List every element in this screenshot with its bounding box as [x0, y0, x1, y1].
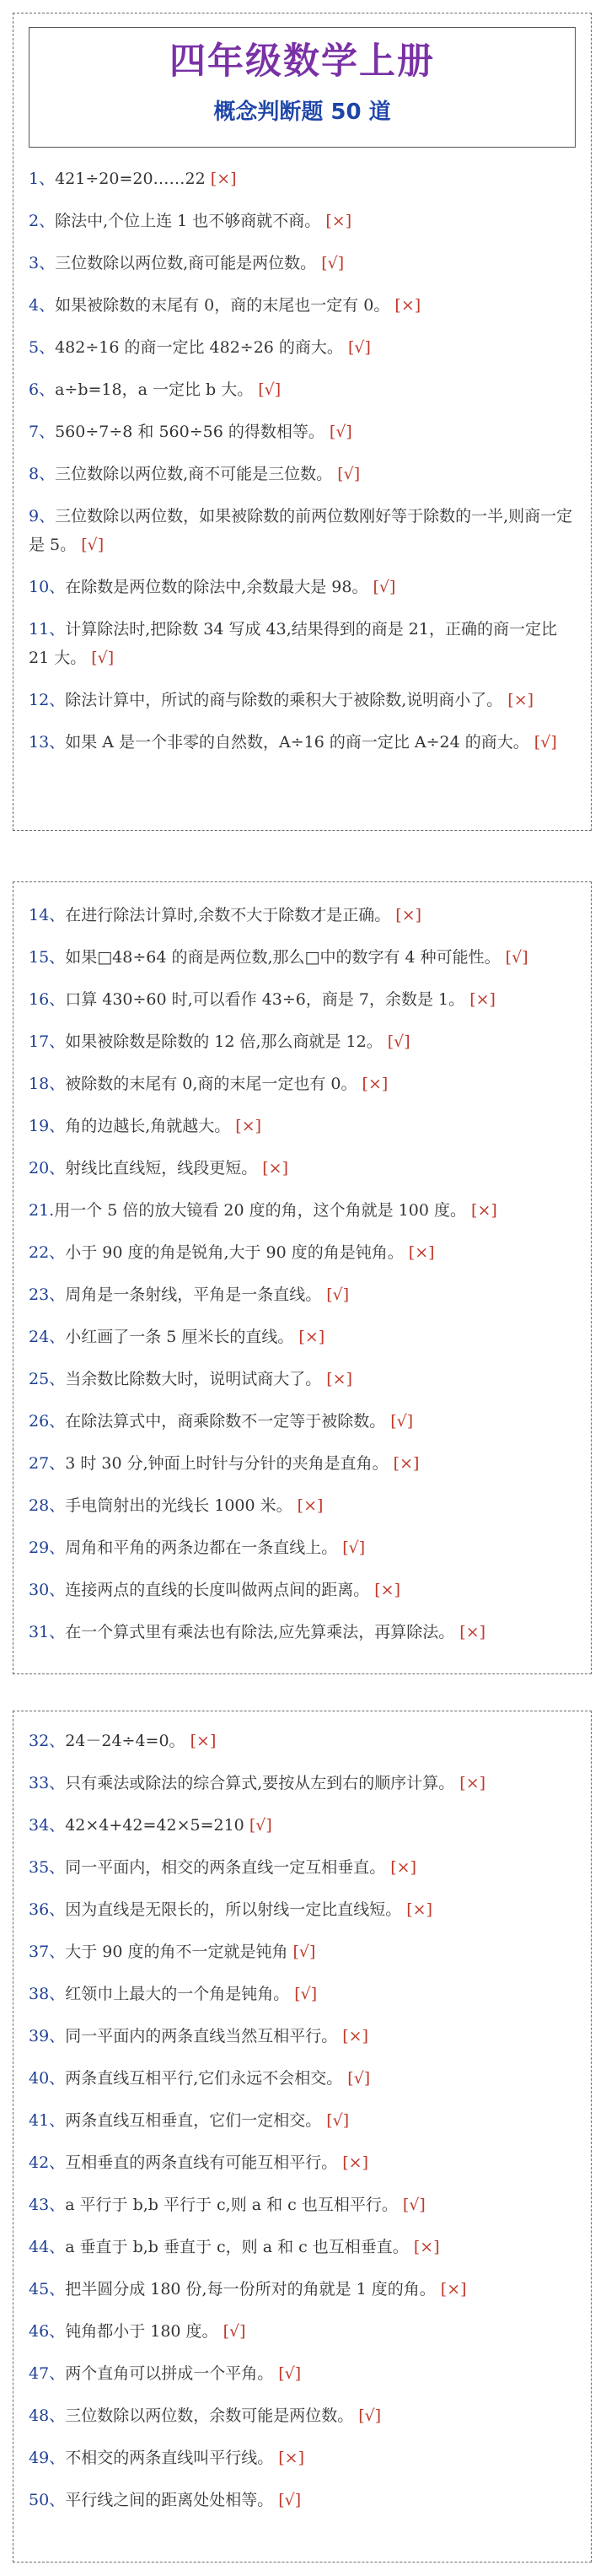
question-text: 用一个 5 倍的放大镜看 20 度的角，这个角就是 100 度。: [54, 1201, 466, 1220]
question-number: 29、: [29, 1539, 66, 1557]
question-text: 在一个算式里有乘法也有除法,应先算乘法，再算除法。: [65, 1623, 455, 1641]
question-item: [29, 2444, 576, 2472]
question-item: [29, 2317, 576, 2346]
question-number: 18、: [29, 1075, 66, 1093]
answer-mark: [√]: [292, 1943, 316, 1961]
question-number: 17、: [29, 1032, 66, 1051]
answer-mark: [×]: [362, 1075, 389, 1093]
answer-mark: [√]: [326, 1285, 350, 1304]
question-item: [29, 943, 576, 972]
question-number: 49、: [29, 2449, 66, 2467]
question-number: 27、: [29, 1454, 66, 1473]
question-item: [29, 1980, 576, 2008]
question-number: 22、: [29, 1243, 66, 1262]
answer-mark: [×]: [440, 2280, 467, 2298]
question-text: 周角和平角的两条边都在一条直线上。: [65, 1539, 338, 1557]
answer-mark: [√]: [278, 2364, 302, 2383]
question-number: 38、: [29, 1985, 66, 2003]
question-text: 同一平面内，相交的两条直线一定互相垂直。: [65, 1858, 386, 1877]
question-number: 39、: [29, 2027, 66, 2045]
question-number: 21.: [29, 1201, 55, 1220]
question-text: 同一平面内的两条直线当然互相平行。: [65, 2027, 338, 2045]
question-text: 只有乘法或除法的综合算式,要按从左到右的顺序计算。: [65, 1774, 455, 1792]
question-text: 42×4+42=42×5=210: [65, 1816, 244, 1835]
question-item: [29, 207, 576, 235]
question-number: 43、: [29, 2196, 66, 2214]
question-text: 把半圆分成 180 份,每一份所对的角就是 1 度的角。: [65, 2280, 436, 2298]
question-item: [29, 901, 576, 930]
answer-mark: [√]: [390, 1412, 414, 1431]
question-text: 421÷20=20……22: [55, 170, 206, 188]
question-text: 三位数除以两位数,商不可能是三位数。: [55, 465, 333, 483]
question-text: 连接两点的直线的长度叫做两点间的距离。: [65, 1581, 370, 1599]
question-number: 15、: [29, 948, 66, 967]
question-text: 除法计算中，所试的商与除数的乘积大于被除数,说明商小了。: [65, 691, 503, 709]
question-item: [29, 1365, 576, 1393]
answer-mark: [×]: [507, 691, 534, 709]
question-number: 16、: [29, 990, 66, 1009]
question-text: 被除数的末尾有 0,商的末尾一定也有 0。: [65, 1075, 357, 1093]
answer-mark: [×]: [395, 906, 422, 924]
question-number: 32、: [29, 1732, 66, 1750]
question-item: [29, 1533, 576, 1562]
answer-mark: [√]: [223, 2322, 246, 2341]
answer-mark: [×]: [469, 990, 496, 1009]
question-list-3: [13, 1727, 591, 2514]
answer-mark: [√]: [373, 578, 396, 596]
question-text: 除法中,个位上连 1 也不够商就不商。: [55, 212, 321, 230]
answer-mark: [√]: [347, 2069, 371, 2088]
question-text: 小于 90 度的角是锐角,大于 90 度的角是钝角。: [65, 1243, 404, 1262]
answer-mark: [√]: [358, 2406, 382, 2425]
question-number: 48、: [29, 2406, 66, 2425]
question-item: [29, 1895, 576, 1924]
answer-mark: [×]: [262, 1159, 288, 1178]
question-number: 30、: [29, 1581, 66, 1599]
question-number: 13、: [29, 733, 66, 752]
question-number: 12、: [29, 691, 66, 709]
answer-mark: [√]: [505, 948, 528, 967]
question-text: 角的边越长,角就越大。: [65, 1117, 231, 1135]
question-number: 23、: [29, 1285, 66, 1304]
question-number: 36、: [29, 1900, 66, 1919]
question-item: [29, 291, 576, 320]
answer-mark: [√]: [321, 254, 345, 272]
question-text: 不相交的两条直线叫平行线。: [65, 2449, 274, 2467]
answer-mark: [√]: [294, 1985, 318, 2003]
question-text: 红领巾上最大的一个角是钝角。: [65, 1985, 290, 2003]
question-item: [29, 333, 576, 362]
answer-mark: [√]: [387, 1032, 410, 1051]
question-text: 手电筒射出的光线长 1000 米。: [65, 1496, 292, 1515]
question-text: 口算 430÷60 时,可以看作 43÷6，商是 7，余数是 1。: [65, 990, 465, 1009]
answer-mark: [×]: [394, 296, 421, 315]
question-text: a÷b=18，a 一定比 b 大。: [55, 380, 254, 399]
question-item: [29, 2359, 576, 2388]
answer-mark: [√]: [91, 649, 115, 667]
question-text: 如果被除数是除数的 12 倍,那么商就是 12。: [65, 1032, 383, 1051]
answer-mark: [×]: [459, 1774, 486, 1792]
answer-mark: [√]: [278, 2491, 302, 2509]
question-item: [29, 1618, 576, 1646]
question-item: [29, 2191, 576, 2219]
question-item: [29, 1196, 576, 1225]
question-item: [29, 1449, 576, 1478]
question-text: 在除法算式中，商乘除数不一定等于被除数。: [65, 1412, 386, 1431]
question-item: [29, 2022, 576, 2051]
question-item: [29, 1811, 576, 1840]
card-2: [13, 881, 592, 1674]
question-number: 33、: [29, 1774, 66, 1792]
question-text: 三位数除以两位数，如果被除数的前两位数刚好等于除数的一半,则商一定是 5。: [29, 507, 573, 554]
question-item: [29, 1154, 576, 1183]
answer-mark: [√]: [534, 733, 557, 752]
question-text: 如果被除数的末尾有 0，商的末尾也一定有 0。: [55, 296, 390, 315]
question-item: [29, 375, 576, 404]
page-subtitle: 概念判断题 50 道: [213, 100, 391, 125]
answer-mark: [×]: [326, 1370, 352, 1388]
question-number: 34、: [29, 1816, 66, 1835]
question-text: 482÷16 的商一定比 482÷26 的商大。: [55, 338, 343, 357]
question-number: 45、: [29, 2280, 66, 2298]
answer-mark: [√]: [81, 536, 105, 554]
question-number: 35、: [29, 1858, 66, 1877]
answer-mark: [×]: [342, 2153, 368, 2172]
question-item: [29, 1727, 576, 1755]
answer-mark: [×]: [235, 1117, 262, 1135]
answer-mark: [×]: [325, 212, 352, 230]
question-item: [29, 502, 576, 559]
question-item: [29, 2106, 576, 2135]
question-number: 1、: [29, 170, 56, 188]
question-item: [29, 985, 576, 1014]
question-item: [29, 573, 576, 601]
question-item: [29, 1027, 576, 1056]
question-item: [29, 1853, 576, 1882]
question-number: 14、: [29, 906, 66, 924]
question-item: [29, 2148, 576, 2177]
answer-mark: [×]: [374, 1581, 400, 1599]
question-item: [29, 1112, 576, 1140]
question-text: 560÷7÷8 和 560÷56 的得数相等。: [55, 423, 324, 441]
title-box: [29, 27, 576, 148]
question-number: 20、: [29, 1159, 66, 1178]
answer-mark: [√]: [337, 465, 361, 483]
question-item: [29, 1407, 576, 1436]
question-text: 两个直角可以拼成一个平角。: [65, 2364, 274, 2383]
question-item: [29, 460, 576, 488]
question-item: [29, 1238, 576, 1267]
question-number: 26、: [29, 1412, 66, 1431]
answer-mark: [×]: [298, 1328, 325, 1346]
answer-mark: [×]: [406, 1900, 432, 1919]
question-number: 47、: [29, 2364, 66, 2383]
question-item: [29, 1491, 576, 1520]
question-list-2: [13, 901, 591, 1646]
question-text: 3 时 30 分,钟面上时针与分针的夹角是直角。: [65, 1454, 389, 1473]
question-number: 42、: [29, 2153, 66, 2172]
question-text: 在除数是两位数的除法中,余数最大是 98。: [65, 578, 368, 596]
question-item: [29, 2275, 576, 2304]
question-item: [29, 2401, 576, 2430]
answer-mark: [×]: [342, 2027, 368, 2045]
answer-mark: [√]: [249, 1816, 272, 1835]
question-number: 2、: [29, 212, 56, 230]
answer-mark: [×]: [471, 1201, 497, 1220]
answer-mark: [√]: [347, 338, 371, 357]
question-text: 三位数除以两位数,商可能是两位数。: [55, 254, 317, 272]
question-item: [29, 418, 576, 446]
card-1: [13, 13, 592, 831]
question-number: 28、: [29, 1496, 66, 1515]
question-number: 7、: [29, 423, 56, 441]
question-number: 4、: [29, 296, 56, 315]
question-text: 互相垂直的两条直线有可能互相平行。: [65, 2153, 338, 2172]
question-number: 50、: [29, 2491, 66, 2509]
question-item: [29, 1280, 576, 1309]
question-text: 三位数除以两位数，余数可能是两位数。: [65, 2406, 354, 2425]
question-text: 计算除法时,把除数 34 写成 43,结果得到的商是 21，正确的商一定比 21 大。: [29, 620, 557, 667]
question-item: [29, 2064, 576, 2093]
question-number: 44、: [29, 2238, 66, 2256]
answer-mark: [√]: [342, 1539, 366, 1557]
question-number: 41、: [29, 2111, 66, 2130]
question-number: 11、: [29, 620, 66, 639]
answer-mark: [√]: [326, 2111, 350, 2130]
question-text: 24－24÷4=0。: [65, 1732, 185, 1750]
answer-mark: [×]: [210, 170, 237, 188]
question-item: [29, 1937, 576, 1966]
question-item: [29, 686, 576, 714]
question-item: [29, 1769, 576, 1797]
question-item: [29, 615, 576, 672]
question-text: 如果 A 是一个非零的自然数，A÷16 的商一定比 A÷24 的商大。: [65, 733, 529, 752]
answer-mark: [×]: [393, 1454, 420, 1473]
question-item: [29, 164, 576, 193]
question-text: 因为直线是无限长的，所以射线一定比直线短。: [65, 1900, 402, 1919]
question-item: [29, 728, 576, 757]
page-title: 四年级数学上册: [169, 40, 435, 83]
question-number: 8、: [29, 465, 56, 483]
question-number: 40、: [29, 2069, 66, 2088]
answer-mark: [×]: [278, 2449, 304, 2467]
question-number: 5、: [29, 338, 56, 357]
question-number: 37、: [29, 1943, 66, 1961]
answer-mark: [×]: [459, 1623, 486, 1641]
answer-mark: [×]: [297, 1496, 324, 1515]
question-text: 在进行除法计算时,余数不大于除数才是正确。: [65, 906, 391, 924]
answer-mark: [×]: [408, 1243, 435, 1262]
question-text: a 平行于 b,b 平行于 c,则 a 和 c 也互相平行。: [65, 2196, 398, 2214]
question-text: 如果□48÷64 的商是两位数,那么□中的数字有 4 种可能性。: [65, 948, 501, 967]
question-item: [29, 2233, 576, 2261]
question-text: 周角是一条射线，平角是一条直线。: [65, 1285, 322, 1304]
answer-mark: [×]: [390, 1858, 416, 1877]
question-item: [29, 1323, 576, 1351]
question-number: 31、: [29, 1623, 66, 1641]
answer-mark: [√]: [258, 380, 282, 399]
question-item: [29, 249, 576, 278]
question-text: 钝角都小于 180 度。: [65, 2322, 218, 2341]
question-list-1: [13, 164, 591, 757]
question-number: 6、: [29, 380, 56, 399]
question-text: 当余数比除数大时，说明试商大了。: [65, 1370, 322, 1388]
question-number: 9、: [29, 507, 56, 525]
answer-mark: [√]: [402, 2196, 426, 2214]
question-text: 大于 90 度的角不一定就是钝角: [65, 1943, 288, 1961]
question-number: 24、: [29, 1328, 66, 1346]
question-text: 小红画了一条 5 厘米长的直线。: [65, 1328, 294, 1346]
question-text: 射线比直线短，线段更短。: [65, 1159, 258, 1178]
question-number: 3、: [29, 254, 56, 272]
card-3: [13, 1711, 592, 2563]
question-text: 两条直线互相平行,它们永远不会相交。: [65, 2069, 343, 2088]
answer-mark: [×]: [190, 1732, 217, 1750]
question-item: [29, 1070, 576, 1098]
question-item: [29, 1576, 576, 1604]
question-number: 10、: [29, 578, 66, 596]
question-number: 19、: [29, 1117, 66, 1135]
answer-mark: [×]: [413, 2238, 440, 2256]
question-text: a 垂直于 b,b 垂直于 c，则 a 和 c 也互相垂直。: [65, 2238, 409, 2256]
question-text: 两条直线互相垂直，它们一定相交。: [65, 2111, 322, 2130]
question-text: 平行线之间的距离处处相等。: [65, 2491, 274, 2509]
question-number: 25、: [29, 1370, 66, 1388]
question-number: 46、: [29, 2322, 66, 2341]
answer-mark: [√]: [329, 423, 352, 441]
question-item: [29, 2486, 576, 2514]
